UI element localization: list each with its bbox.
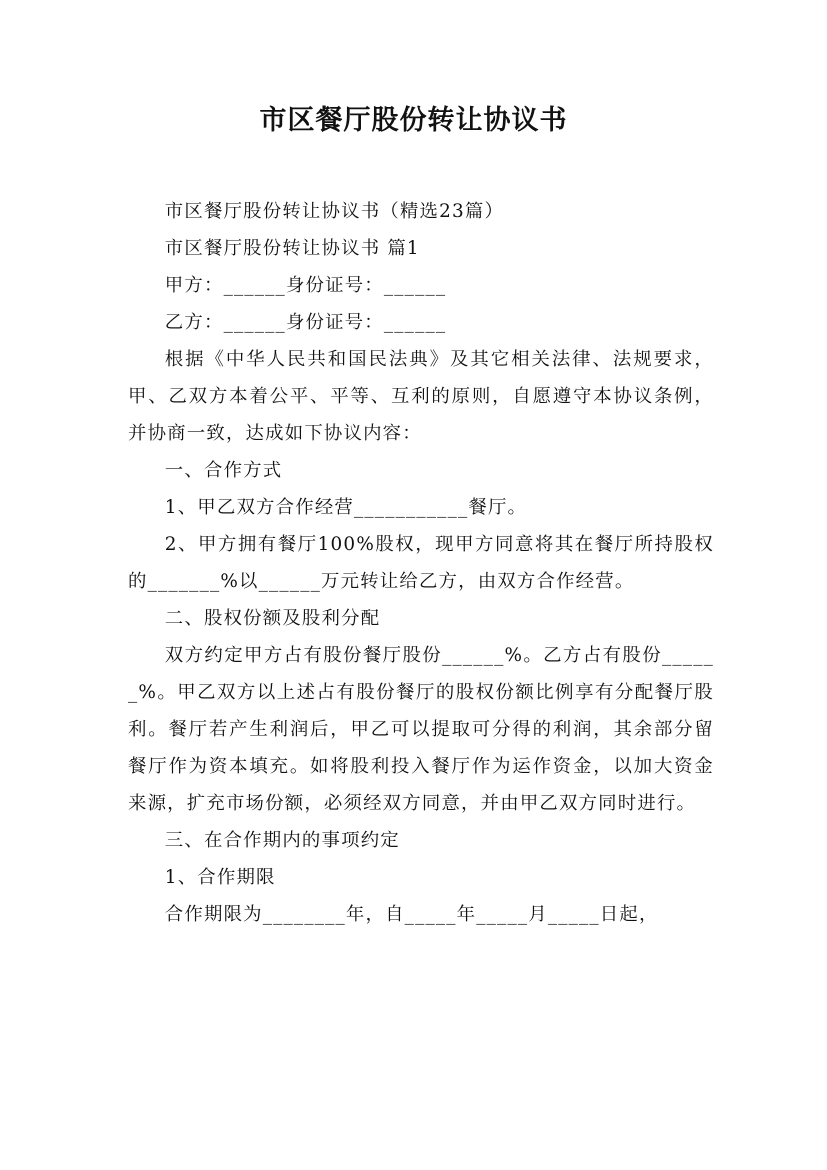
clause-item-1: 1、甲乙双方合作经营___________餐厅。 — [164, 497, 528, 518]
clause-item-term: 1、合作期限 — [164, 867, 276, 888]
equity-paragraph: 双方约定甲方占有股份餐厅股份______%。乙方占有股份______%。甲乙双方以上述占有股份餐厅的股权份额比例享有分配餐厅股利。餐厅若产生利润后，甲乙可以提取可分得的利润，其余部分留餐厅作为资本填充。如将股利投入餐厅作为运作资金，以加大资金来源，扩充市场份额，必须经双方同意，并由甲乙双方同时进行。 — [128, 645, 714, 814]
subtitle-paragraph: 市区餐厅股份转让协议书（精选23篇） — [164, 201, 505, 222]
preamble-paragraph: 根据《中华人民共和国民法典》及其它相关法律、法规要求，甲、乙双方本着公平、平等、互利的原则，自愿遵守本协议条例，并协商一致，达成如下协议内容： — [128, 349, 714, 444]
clause-item-2: 2、甲方拥有餐厅100%股权，现甲方同意将其在餐厅所持股权的_______%以______万元转让给乙方，由双方合作经营。 — [128, 534, 714, 592]
party-b-line: 乙方：______身份证号：______ — [164, 312, 447, 333]
party-a-line: 甲方：______身份证号：______ — [164, 275, 447, 296]
clause-heading-cooperation-method: 一、合作方式 — [164, 460, 283, 481]
clause-heading-equity-dividend: 二、股权份额及股利分配 — [164, 608, 381, 629]
term-paragraph: 合作期限为________年，自_____年_____月_____日起， — [164, 904, 659, 925]
section-heading-part-1: 市区餐厅股份转让协议书 篇1 — [164, 238, 420, 259]
document-title: 市区餐厅股份转让协议书 — [259, 105, 568, 136]
document-body — [128, 193, 714, 933]
clause-heading-cooperation-period-matters: 三、在合作期内的事项约定 — [164, 830, 400, 851]
